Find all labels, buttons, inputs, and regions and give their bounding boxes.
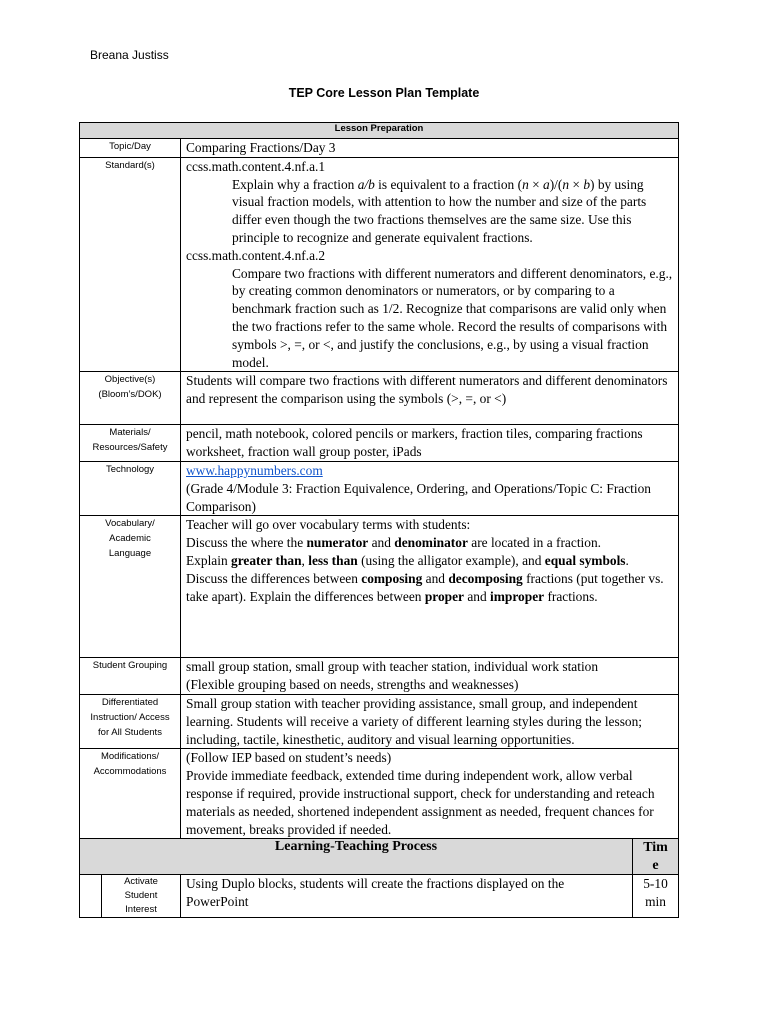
standards-value xyxy=(181,157,679,372)
materials-value: pencil, math notebook, colored pencils or markers, fraction tiles, comparing fractions worksheet, fraction wall group poster, iPads xyxy=(181,425,679,462)
standard-text-1: Explain why a fraction a/b is equivalent to a fraction (n × a)/(n × b) by using visual fraction models, with attention to how the number and size of the parts differ even though the two fractions themselves are the same size. Use this principle to recognize and generate equivalent fractions. xyxy=(232,176,647,245)
technology-label: Technology xyxy=(80,461,181,515)
activate-interest-row xyxy=(80,875,679,918)
vocabulary-label: Vocabulary/ Academic Language xyxy=(80,516,181,658)
vocabulary-value xyxy=(181,516,679,658)
vocab-line-2: Discuss the where the numerator and denominator are located in a fraction. xyxy=(186,535,601,551)
modifications-label: Modifications/ Accommodations xyxy=(80,749,181,839)
learning-teaching-process-header: Learning-Teaching Process xyxy=(80,839,633,875)
author-name: Breana Justiss xyxy=(90,48,169,62)
materials-row xyxy=(80,425,679,462)
technology-description: (Grade 4/Module 3: Fraction Equivalence, Ordering, and Operations/Topic C: Fraction Comparison) xyxy=(186,480,652,514)
grouping-label: Student Grouping xyxy=(80,658,181,695)
grouping-row xyxy=(80,658,679,695)
lesson-plan-table xyxy=(79,122,679,918)
activate-time: 5-10 min xyxy=(633,875,679,918)
standard-text-2: Compare two fractions with different numerators and different denominators, e.g., by creating common denominators or numerators, or by comparing to a benchmark fraction such as 1/2. Recognize that comparisons are valid only when the two fractions refer to the same whole. Record the results of comparisons with symbols >, =, or <, and justify the conclusions, e.g., by using a visual fraction model. xyxy=(232,265,673,370)
standards-row xyxy=(80,157,679,372)
objectives-row xyxy=(80,372,679,425)
process-header-row xyxy=(80,839,679,875)
lesson-preparation-header-row xyxy=(80,123,679,139)
topic-label: Topic/Day xyxy=(80,139,181,158)
differentiated-label: Differentiated Instruction/ Access for All Students xyxy=(80,694,181,748)
vocabulary-row xyxy=(80,516,679,658)
lesson-preparation-header: Lesson Preparation xyxy=(80,123,679,139)
topic-value: Comparing Fractions/Day 3 xyxy=(181,139,679,158)
technology-row xyxy=(80,461,679,515)
topic-row xyxy=(80,139,679,158)
modifications-row xyxy=(80,749,679,839)
vocab-line-3: Explain greater than, less than (using the alligator example), and equal symbols. xyxy=(186,552,629,568)
activate-value: Using Duplo blocks, students will create the fractions displayed on the PowerPoint xyxy=(181,875,633,918)
vocab-line-1: Teacher will go over vocabulary terms with students: xyxy=(186,517,471,533)
time-header: Tim e xyxy=(633,839,679,875)
grouping-value: small group station, small group with teacher station, individual work station (Flexible grouping based on needs, strengths and weaknesses) xyxy=(181,658,679,695)
document-title: TEP Core Lesson Plan Template xyxy=(288,86,480,100)
objectives-value: Students will compare two fractions with different numerators and different denominators and represent the comparison using the symbols (>, =, or <) xyxy=(181,372,679,425)
happynumbers-link[interactable]: www.happynumbers.com xyxy=(186,462,323,478)
activate-label: Activate Student Interest xyxy=(102,875,181,918)
standard-code-2: ccss.math.content.4.nf.a.2 xyxy=(186,247,326,263)
standard-code-1: ccss.math.content.4.nf.a.1 xyxy=(186,158,326,174)
standards-label: Standard(s) xyxy=(80,157,181,372)
activate-spacer-cell xyxy=(80,875,102,918)
differentiated-value: Small group station with teacher providing assistance, small group, and independent learning. Students will receive a variety of different learning styles during the lesson; including, tactile, kinesthetic, auditory and visual learning opportunities. xyxy=(181,694,679,748)
technology-value xyxy=(181,461,679,515)
differentiated-row xyxy=(80,694,679,748)
objectives-label: Objective(s) (Bloom’s/DOK) xyxy=(80,372,181,425)
vocab-line-4: Discuss the differences between composing and decomposing fractions (put together vs. take apart). Explain the differences between proper and improper fractions. xyxy=(186,570,664,604)
modifications-value: (Follow IEP based on student’s needs) Provide immediate feedback, extended time during independent work, allow verbal response if required, provide instructional support, check for understanding and reteach materials as needed, shortened independent assignment as needed, frequent chances for movement, breaks provided if needed. xyxy=(181,749,679,839)
materials-label: Materials/ Resources/Safety xyxy=(80,425,181,462)
